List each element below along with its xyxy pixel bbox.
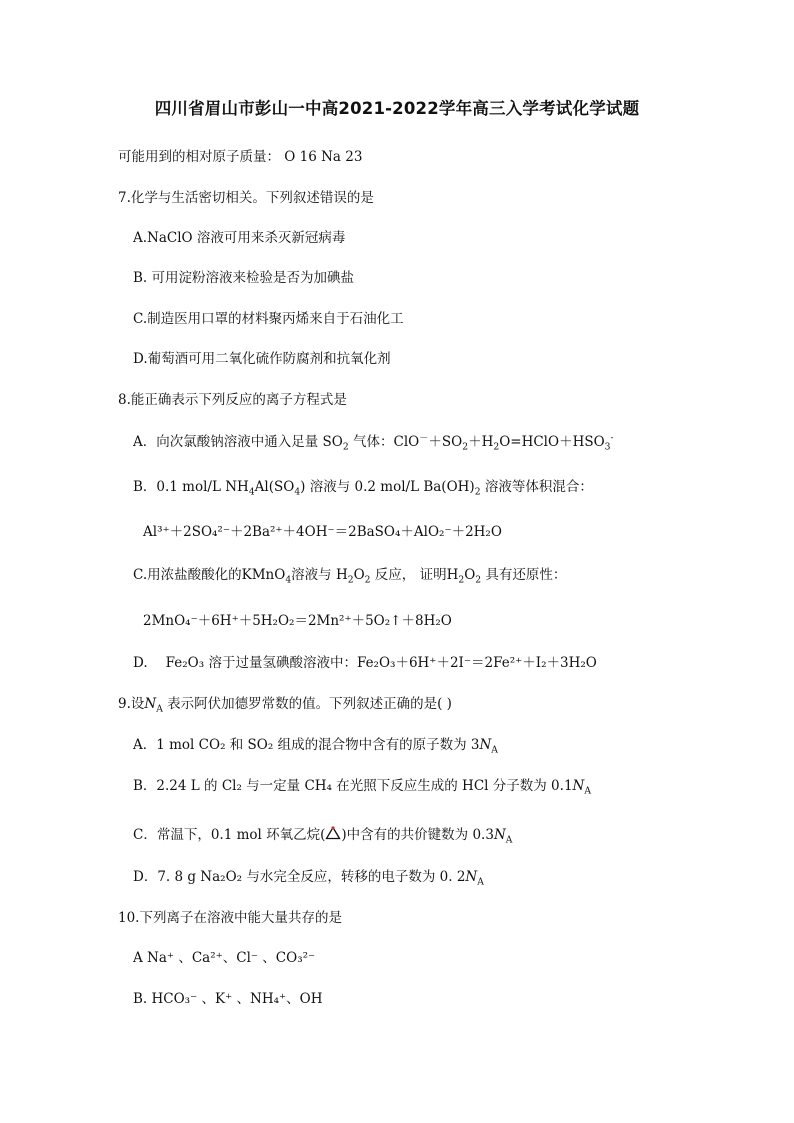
q8-option-b: B．0.1 mol/L $NH_4Al(SO_4)$ 溶液与 0.2 mol/L $Ba(OH)_2$ 溶液等体积混合： [133,479,593,498]
q9-option-d [133,868,484,886]
q8-stem: 8.能正确表示下列反应的离子方程式是 [118,392,347,408]
q8-b-equation: Al³⁺＋2SO₄²⁻＋2Ba²⁺＋4OH⁻＝2BaSO₄＋AlO₂⁻＋2H₂O [143,524,502,540]
q10-stem: 10.下列离子在溶液中能大量共存的是 [118,910,342,926]
q8-a-text-2: 气体：ClO [348,434,420,450]
na-subscript: A [505,834,513,846]
na-subscript: A [156,703,163,715]
q9-stem [118,695,452,713]
q9-b-text: B．2.24 L 的 Cl₂ 与一定量 CH₄ 在光照下反应生成的 HCl 分子数为 0.1 [133,778,573,794]
q8-a-text-4: ＋H [468,434,494,450]
q8-option-c: C.用浓盐酸酸化的KMnO$_4$溶液与 $H_2O_2$ 反应， 证明$H_2O_2$ 具有还原性： [133,567,567,586]
q9-option-b [133,777,591,795]
q9-stem-b: 表示阿伏加德罗常数的值。下列叙述正确的是( ) [162,696,452,712]
q8-c-text-4: 反应， 证明H [370,567,459,583]
na-symbol: N [572,778,585,794]
q7-stem: 7.化学与生活密切相关。下列叙述错误的是 [118,190,374,206]
na-subscript: A [477,876,484,888]
na-subscript: A [491,744,498,756]
atomic-mass-note: 可能用到的相对原子质量： O 16 Na 23 [118,149,363,165]
q8-b-text-4: 溶液等体积混合： [480,479,593,495]
na-symbol: N [479,737,492,753]
q9-option-a [133,736,498,754]
q8-a-text-5: O=HClO＋HSO [499,434,605,450]
q9-option-c [133,826,512,844]
exam-title: 四川省眉山市彭山一中高2021-2022学年高三入学考试化学试题 [154,99,640,118]
q8-d-text: Fe₂O₃ 溶于过量氢碘酸溶液中：Fe₂O₃＋6H⁺＋2I⁻＝2Fe²⁺＋I₂＋3H₂O [165,655,597,671]
na-subscript: A [584,785,591,797]
q9-c-text-1: C．常温下，0.1 mol 环氧乙烷( [133,827,326,843]
q7-option-a: A.NaClO 溶液可用来杀灭新冠病毒 [133,230,346,246]
q7-option-d: D.葡萄酒可用二氧化硫作防腐剂和抗氧化剂 [133,351,391,367]
q8-option-a: A．向次氯酸钠溶液中通入足量 $SO_2$ 气体：$ClO^-+SO_2+H_2O=HClO+HSO_3^-$ [133,432,614,453]
q9-a-text: A．1 mol CO₂ 和 SO₂ 组成的混合物中含有的原子数为 3 [133,737,480,753]
q8-c-text-5: O [464,567,476,583]
q8-b-text-3: ) 溶液与 0.2 mol/L Ba(OH) [300,479,475,495]
q8-c-text-6: 具有还原性： [481,567,567,583]
q9-c-text-2: )中含有的共价键数为 0.3 [341,827,494,843]
na-symbol: N [144,696,157,712]
na-symbol: N [465,869,478,885]
q8-a-text-1: A．向次氯酸钠溶液中通入足量 SO [133,434,343,450]
q9-stem-a: 9.设 [118,696,145,712]
q10-option-b: B. HCO₃⁻ 、K⁺ 、NH₄⁺、OH [133,991,323,1007]
q8-d-label: D. [133,655,148,671]
na-symbol: N [493,827,506,843]
q10-option-a: A Na⁺ 、Ca²⁺、Cl⁻ 、CO₃²⁻ [133,950,316,966]
q7-option-c: C.制造医用口罩的材料聚丙烯来自于石油化工 [133,311,404,327]
q8-c-text-1: C.用浓盐酸酸化的KMnO [133,567,286,583]
q8-option-d [133,654,597,672]
epoxide-ring-icon [325,826,341,840]
q7-option-b: B. 可用淀粉溶液来检验是否为加碘盐 [133,270,355,286]
q8-c-text-3: O [353,567,365,583]
q8-b-text-1: B．0.1 mol/L NH [133,479,249,495]
q8-b-text-2: Al(SO [254,479,295,495]
q8-c-text-2: 溶液与 H [291,567,348,583]
q8-c-equation: 2MnO₄⁻＋6H⁺＋5H₂O₂＝2Mn²⁺＋5O₂↑＋8H₂O [143,613,452,629]
q9-d-text: D．7. 8 g Na₂O₂ 与水完全反应，转移的电子数为 0. 2 [133,869,466,885]
q8-a-text-3: ＋SO [428,434,463,450]
